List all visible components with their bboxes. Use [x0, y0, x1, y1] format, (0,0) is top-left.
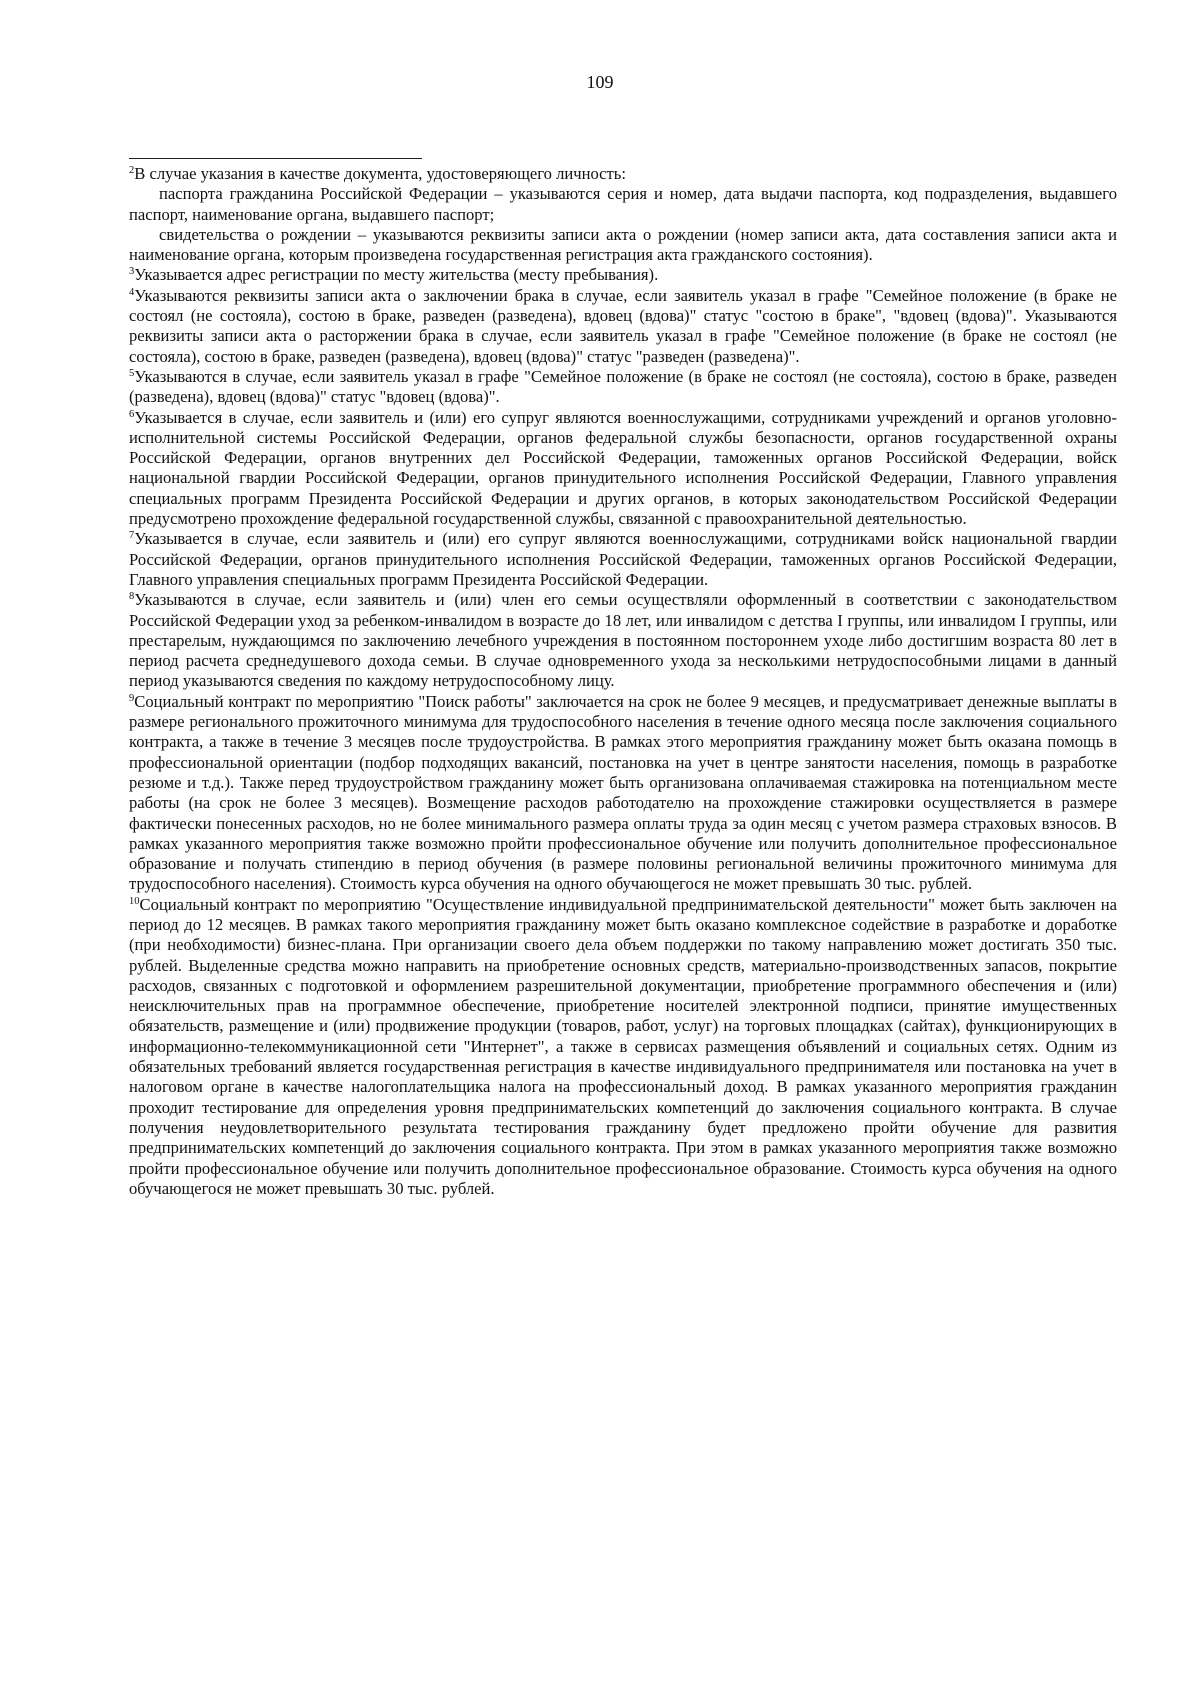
footnote-7 [129, 529, 1117, 590]
footnote-marker: 2 [129, 165, 135, 176]
footnote-marker: 8 [129, 591, 135, 603]
footnote-6 [129, 408, 1117, 530]
footnote-text: Социальный контракт по мероприятию "Поиск работы" заключается на срок не более 9 месяцев, и предусматривает денежные выплаты в размере регионального прожиточного минимума для трудоспособного населения в течение одного месяца после заключения социального контракта, а также в течение 3 месяцев после трудоустройства. В рамках этого мероприятия гражданину может быть оказана помощь в профессиональной ориентации (подбор подходящих вакансий, постановка на учет в центре занятости населения, помощь в разработке резюме и т.д.). Также перед трудоустройством гражданину может быть организована оплачиваемая стажировка на потенциальном месте работы (на срок не более 3 месяцев). Возмещение расходов работодателю на прохождение стажировки осуществляется в размере фактически понесенных расходов, но не более минимального размера оплаты труда за один месяц с учетом размера страховых взносов. В рамках указанного мероприятия также возможно пройти профессиональное обучение или получить дополнительное профессиональное образование и получать стипендию в период обучения (в размере половины региональной величины прожиточного минимума для трудоспособного населения). Стоимость курса обучения на одного обучающегося не может превышать 30 тыс. рублей. [129, 691, 1117, 894]
footnote-text: Указываются реквизиты записи акта о заключении брака в случае, если заявитель указал в графе "Семейное положение (в браке не состоял (не состояла), состою в браке, разведен (разведена), вдовец (вдова)" статус "состою в браке", "вдовец (вдова)". Указываются реквизиты записи акта о расторжении брака в случае, если заявитель указал в графе "Семейное положение (в браке не состоял (не состояла), состою в браке, разведен (разведена), вдовец (вдова)" статус "разведен (разведена)". [129, 285, 1117, 366]
footnotes [129, 164, 1117, 1199]
footnote-10 [129, 895, 1117, 1199]
footnote-text: В случае указания в качестве документа, удостоверяющего личность: [134, 164, 626, 183]
footnote-text: Указываются в случае, если заявитель и (или) член его семьи осуществляли оформленный в соответствии с законодательством Российской Федерации уход за ребенком-инвалидом в возрасте до 18 лет, или инвалидом с детства I группы, или инвалидом I группы, или престарелым, нуждающимся по заключению лечебного учреждения в постоянном постороннем уходе либо достигшим возраста 80 лет в период расчета среднедушевого дохода семьи. В случае одновременного ухода за несколькими нетрудоспособными лицами в данный период указываются сведения по каждому нетрудоспособному лицу. [129, 590, 1117, 691]
footnote-9 [129, 692, 1117, 895]
footnote-2-paragraph [129, 164, 1117, 184]
footnote-8 [129, 590, 1117, 691]
footnote-marker: 6 [129, 408, 135, 420]
footnote-5 [129, 367, 1117, 408]
footnote-marker: 5 [129, 367, 135, 379]
footnote-2-paragraph: свидетельства о рождении – указываются реквизиты записи акта о рождении (номер записи акта, дата составления записи акта и наименование органа, которым произведена государственная регистрация акта гражданского состояния). [129, 224, 1117, 265]
footnote-marker: 9 [129, 692, 135, 704]
footnote-2 [129, 164, 1117, 265]
page-number: 109 [586, 72, 614, 92]
footnote-3 [129, 265, 1117, 285]
footnote-marker: 10 [129, 895, 140, 907]
footnote-text: Социальный контракт по мероприятию "Осуществление индивидуальной предпринимательской деятельности" может быть заключен на период до 12 месяцев. В рамках такого мероприятия гражданину может быть оказано комплексное содействие в разработке и доработке (при необходимости) бизнес-плана. При организации своего дела объем поддержки по такому направлению может достигать 350 тыс. рублей. Выделенные средства можно направить на приобретение основных средств, материально-производственных запасов, покрытие расходов, связанных с подготовкой и оформлением разрешительной документации, приобретение программного обеспечения и (или) неисключительных прав на программное обеспечение, приобретение носителей электронной подписи, принятие имущественных обязательств, размещение и (или) продвижение продукции (товаров, работ, услуг) на торговых площадках (сайтах), функционирующих в информационно-телекоммуникационной сети "Интернет", а также в сервисах размещения объявлений и социальных сетях. Одним из обязательных требований является государственная регистрация в качестве индивидуального предпринимателя или постановка на учет в налоговом органе в качестве налогоплательщика налога на профессиональный доход. В рамках указанного мероприятия гражданин проходит тестирование для определения уровня предпринимательских компетенций до заключения социального контракта. В случае получения неудовлетворительного результата тестирования гражданину будет предложено пройти обучение для развития предпринимательских компетенций до заключения социального контракта. При этом в рамках указанного мероприятия также возможно пройти профессиональное обучение или получить дополнительное профессиональное образование. Стоимость курса обучения на одного обучающегося не может превышать 30 тыс. рублей. [129, 894, 1117, 1198]
footnote-separator [129, 158, 422, 159]
footnote-text: Указываются в случае, если заявитель указал в графе "Семейное положение (в браке не состоял (не состояла), состою в браке, разведен (разведена), вдовец (вдова)" статус "вдовец (вдова)". [129, 366, 1117, 407]
footnote-4 [129, 286, 1117, 367]
footnote-2-paragraph: паспорта гражданина Российской Федерации – указываются серия и номер, дата выдачи паспорта, код подразделения, выдавшего паспорт, наименование органа, выдавшего паспорт; [129, 184, 1117, 224]
footnote-marker: 3 [129, 266, 135, 278]
footnote-text: Указывается в случае, если заявитель и (или) его супруг являются военнослужащими, сотрудниками войск национальной гвардии Российской Федерации, органов принудительного исполнения Российской Федерации, таможенных органов Российской Федерации, Главного управления специальных программ Президента Российской Федерации. [129, 529, 1117, 589]
footnote-text: Указывается адрес регистрации по месту жительства (месту пребывания). [134, 265, 659, 285]
footnote-marker: 7 [129, 530, 135, 542]
footnote-marker: 4 [129, 286, 135, 298]
footnote-text: Указывается в случае, если заявитель и (или) его супруг являются военнослужащими, сотрудниками учреждений и органов уголовно-исполнительной системы Российской Федерации, органов федеральной службы безопасности, органов государственной охраны Российской Федерации, органов внутренних дел Российской Федерации, таможенных органов Российской Федерации, войск национальной гвардии Российской Федерации, органов принудительного исполнения Российской Федерации, Главного управления специальных программ Президента Российской Федерации и других органов, в которых законодательством Российской Федерации предусмотрено прохождение федеральной государственной службы, связанной с правоохранительной деятельностью. [129, 407, 1117, 529]
